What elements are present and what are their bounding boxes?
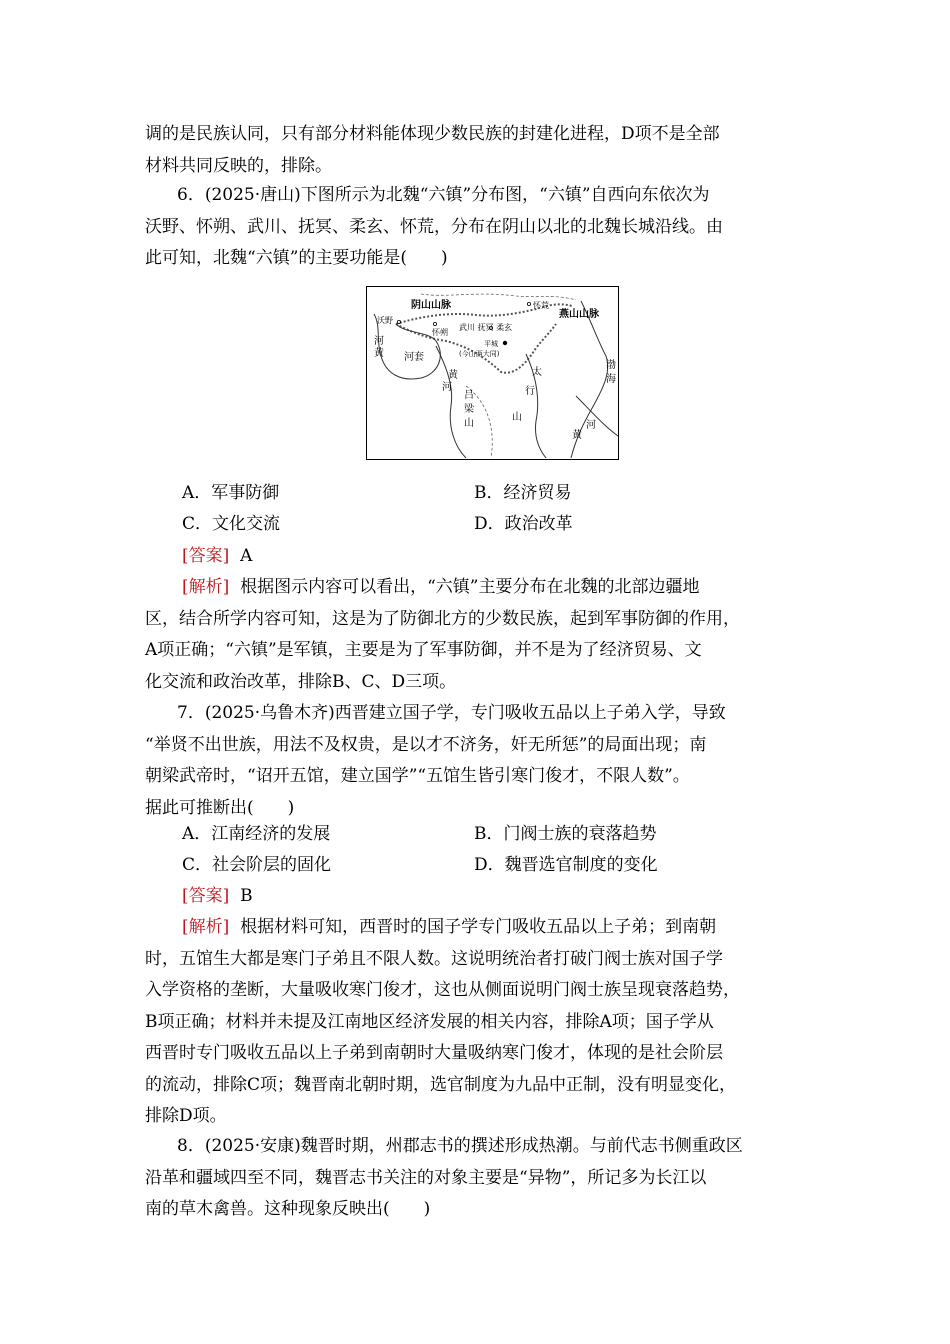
six-garrisons-map <box>366 286 619 460</box>
text-line: 时，五馆生大都是寒门子弟且不限人数。这说明统治者打破门阀士族对国子学 <box>145 948 723 969</box>
q6-option-c: C．文化交流 <box>182 514 281 534</box>
text-line: 朝梁武帝时，“诏开五馆，建立国学”“五馆生皆引寒门俊才，不限人数”。 <box>145 766 690 786</box>
taihang-char: 山 <box>512 412 522 423</box>
yinshan-label: 阴山山脉 <box>411 300 451 311</box>
bohai-char: 海 <box>606 374 616 385</box>
pingcheng-label: 平城 <box>484 340 498 348</box>
answer-value: A <box>240 546 253 566</box>
taihang-char: 行 <box>525 386 535 397</box>
bohai-char: 渤 <box>606 360 616 371</box>
q7-option-a: A．江南经济的发展 <box>182 824 331 844</box>
intro-paragraph <box>145 119 807 182</box>
huaishuo-label: 怀朔 <box>432 328 448 337</box>
river-char: 黄 <box>374 348 384 359</box>
text-line: 7．(2025·乌鲁木齐)西晋建立国子学，专门吸收五品以上子弟入学，导致 <box>177 703 726 723</box>
river-char: 河 <box>374 336 384 347</box>
huaihuang-label: 怀荒 <box>533 301 549 310</box>
question-7-stem-cont <box>145 730 807 825</box>
q7-option-b: B．门阀士族的衰落趋势 <box>474 824 657 844</box>
text-line: 8．(2025·安康)魏晋时期，州郡志书的撰述形成热潮。与前代志书侧重政区 <box>177 1136 743 1156</box>
q7-option-d: D．魏晋选官制度的变化 <box>474 855 658 875</box>
text-line: “举贤不出世族，用法不及权贵，是以才不济务，奸无所惩”的局面出现；南 <box>145 734 707 755</box>
q6-option-d: D．政治改革 <box>474 514 573 534</box>
woye-label: 沃野 <box>377 316 393 325</box>
q6-analysis <box>145 572 807 698</box>
text-line: 调的是民族认同，只有部分材料能体现少数民族的封建化进程，D项不是全部 <box>145 124 720 144</box>
text-line: A项正确；“六镇”是军镇，主要是为了军事防御，并不是为了经济贸易、文 <box>145 640 702 660</box>
text-line <box>145 572 807 604</box>
question-6-stem <box>145 180 807 212</box>
hetao-label: 河套 <box>404 352 424 363</box>
q7-analysis <box>145 912 807 1133</box>
text-line: 据此可推断出( ) <box>145 797 295 818</box>
river-char: 黄 <box>572 430 582 441</box>
analysis-text: 根据材料可知，西晋时的国子学专门吸收五品以上子弟；到南朝 <box>240 917 717 937</box>
answer-tag: [答案] <box>182 546 230 566</box>
pingcheng-marker <box>503 341 507 345</box>
lvliang-char: 吕 <box>464 390 474 401</box>
question-6-stem-cont <box>145 212 807 275</box>
text-line: 的流动，排除C项；魏晋南北朝时期，选官制度为九品中正制，没有明显变化， <box>145 1074 737 1095</box>
text-line: B项正确；材料并未提及江南地区经济发展的相关内容，排除A项；国子学从 <box>145 1011 714 1032</box>
text-line: 6．(2025·唐山)下图所示为北魏“六镇”分布图，“六镇”自西向东依次为 <box>177 185 710 205</box>
text-line: 沿革和疆域四至不同，魏晋志书关注的对象主要是“异物”，所记多为长江以 <box>145 1167 707 1188</box>
river-char: 河 <box>442 382 452 393</box>
q7-option-c: C．社会阶层的固化 <box>182 855 332 875</box>
text-line: 排除D项。 <box>145 1106 227 1126</box>
text-line: 材料共同反映的，排除。 <box>145 155 332 176</box>
analysis-tag: [解析] <box>182 577 230 597</box>
question-8-stem <box>145 1131 807 1163</box>
river-char: 黄 <box>448 370 458 381</box>
text-line: 西晋时专门吸收五品以上子弟到南朝时大量吸纳寒门俊才，体现的是社会阶层 <box>145 1043 723 1063</box>
taihang-char: 太 <box>532 367 542 378</box>
q6-answer <box>182 544 252 568</box>
q7-answer <box>182 884 253 908</box>
datong-label: (今山西大同) <box>459 350 500 358</box>
question-7-stem <box>145 698 807 730</box>
lvliang-char: 山 <box>464 418 474 429</box>
lvliang-char: 梁 <box>464 404 474 415</box>
text-line: 入学资格的垄断，大量吸收寒门俊才，这也从侧面说明门阀士族呈现衰落趋势， <box>145 980 740 1000</box>
answer-tag: [答案] <box>182 886 230 906</box>
question-8-stem-cont <box>145 1163 807 1226</box>
map-figure <box>366 286 619 460</box>
text-line: 此可知，北魏“六镇”的主要功能是( ) <box>145 248 448 268</box>
wuchuan-label: 武川 抚冥 柔玄 <box>459 323 513 332</box>
text-line: 化交流和政治改革，排除B、C、D三项。 <box>145 671 457 692</box>
q6-option-a: A．军事防御 <box>182 483 280 503</box>
text-line: 南的草木禽兽。这种现象反映出( ) <box>145 1199 431 1219</box>
answer-value: B <box>240 886 253 906</box>
text-line: 区，结合所学内容可知，这是为了防御北方的少数民族，起到军事防御的作用， <box>145 608 740 629</box>
text-line: 沃野、怀朔、武川、抚冥、柔玄、怀荒，分布在阴山以北的北魏长城沿线。由 <box>145 216 723 237</box>
analysis-tag: [解析] <box>182 917 230 937</box>
q6-option-b: B．经济贸易 <box>474 483 572 503</box>
yanshan-label: 燕山山脉 <box>559 309 599 320</box>
river-char: 河 <box>586 420 596 431</box>
analysis-text: 根据图示内容可以看出，“六镇”主要分布在北魏的北部边疆地 <box>240 577 700 597</box>
text-line <box>145 912 807 944</box>
